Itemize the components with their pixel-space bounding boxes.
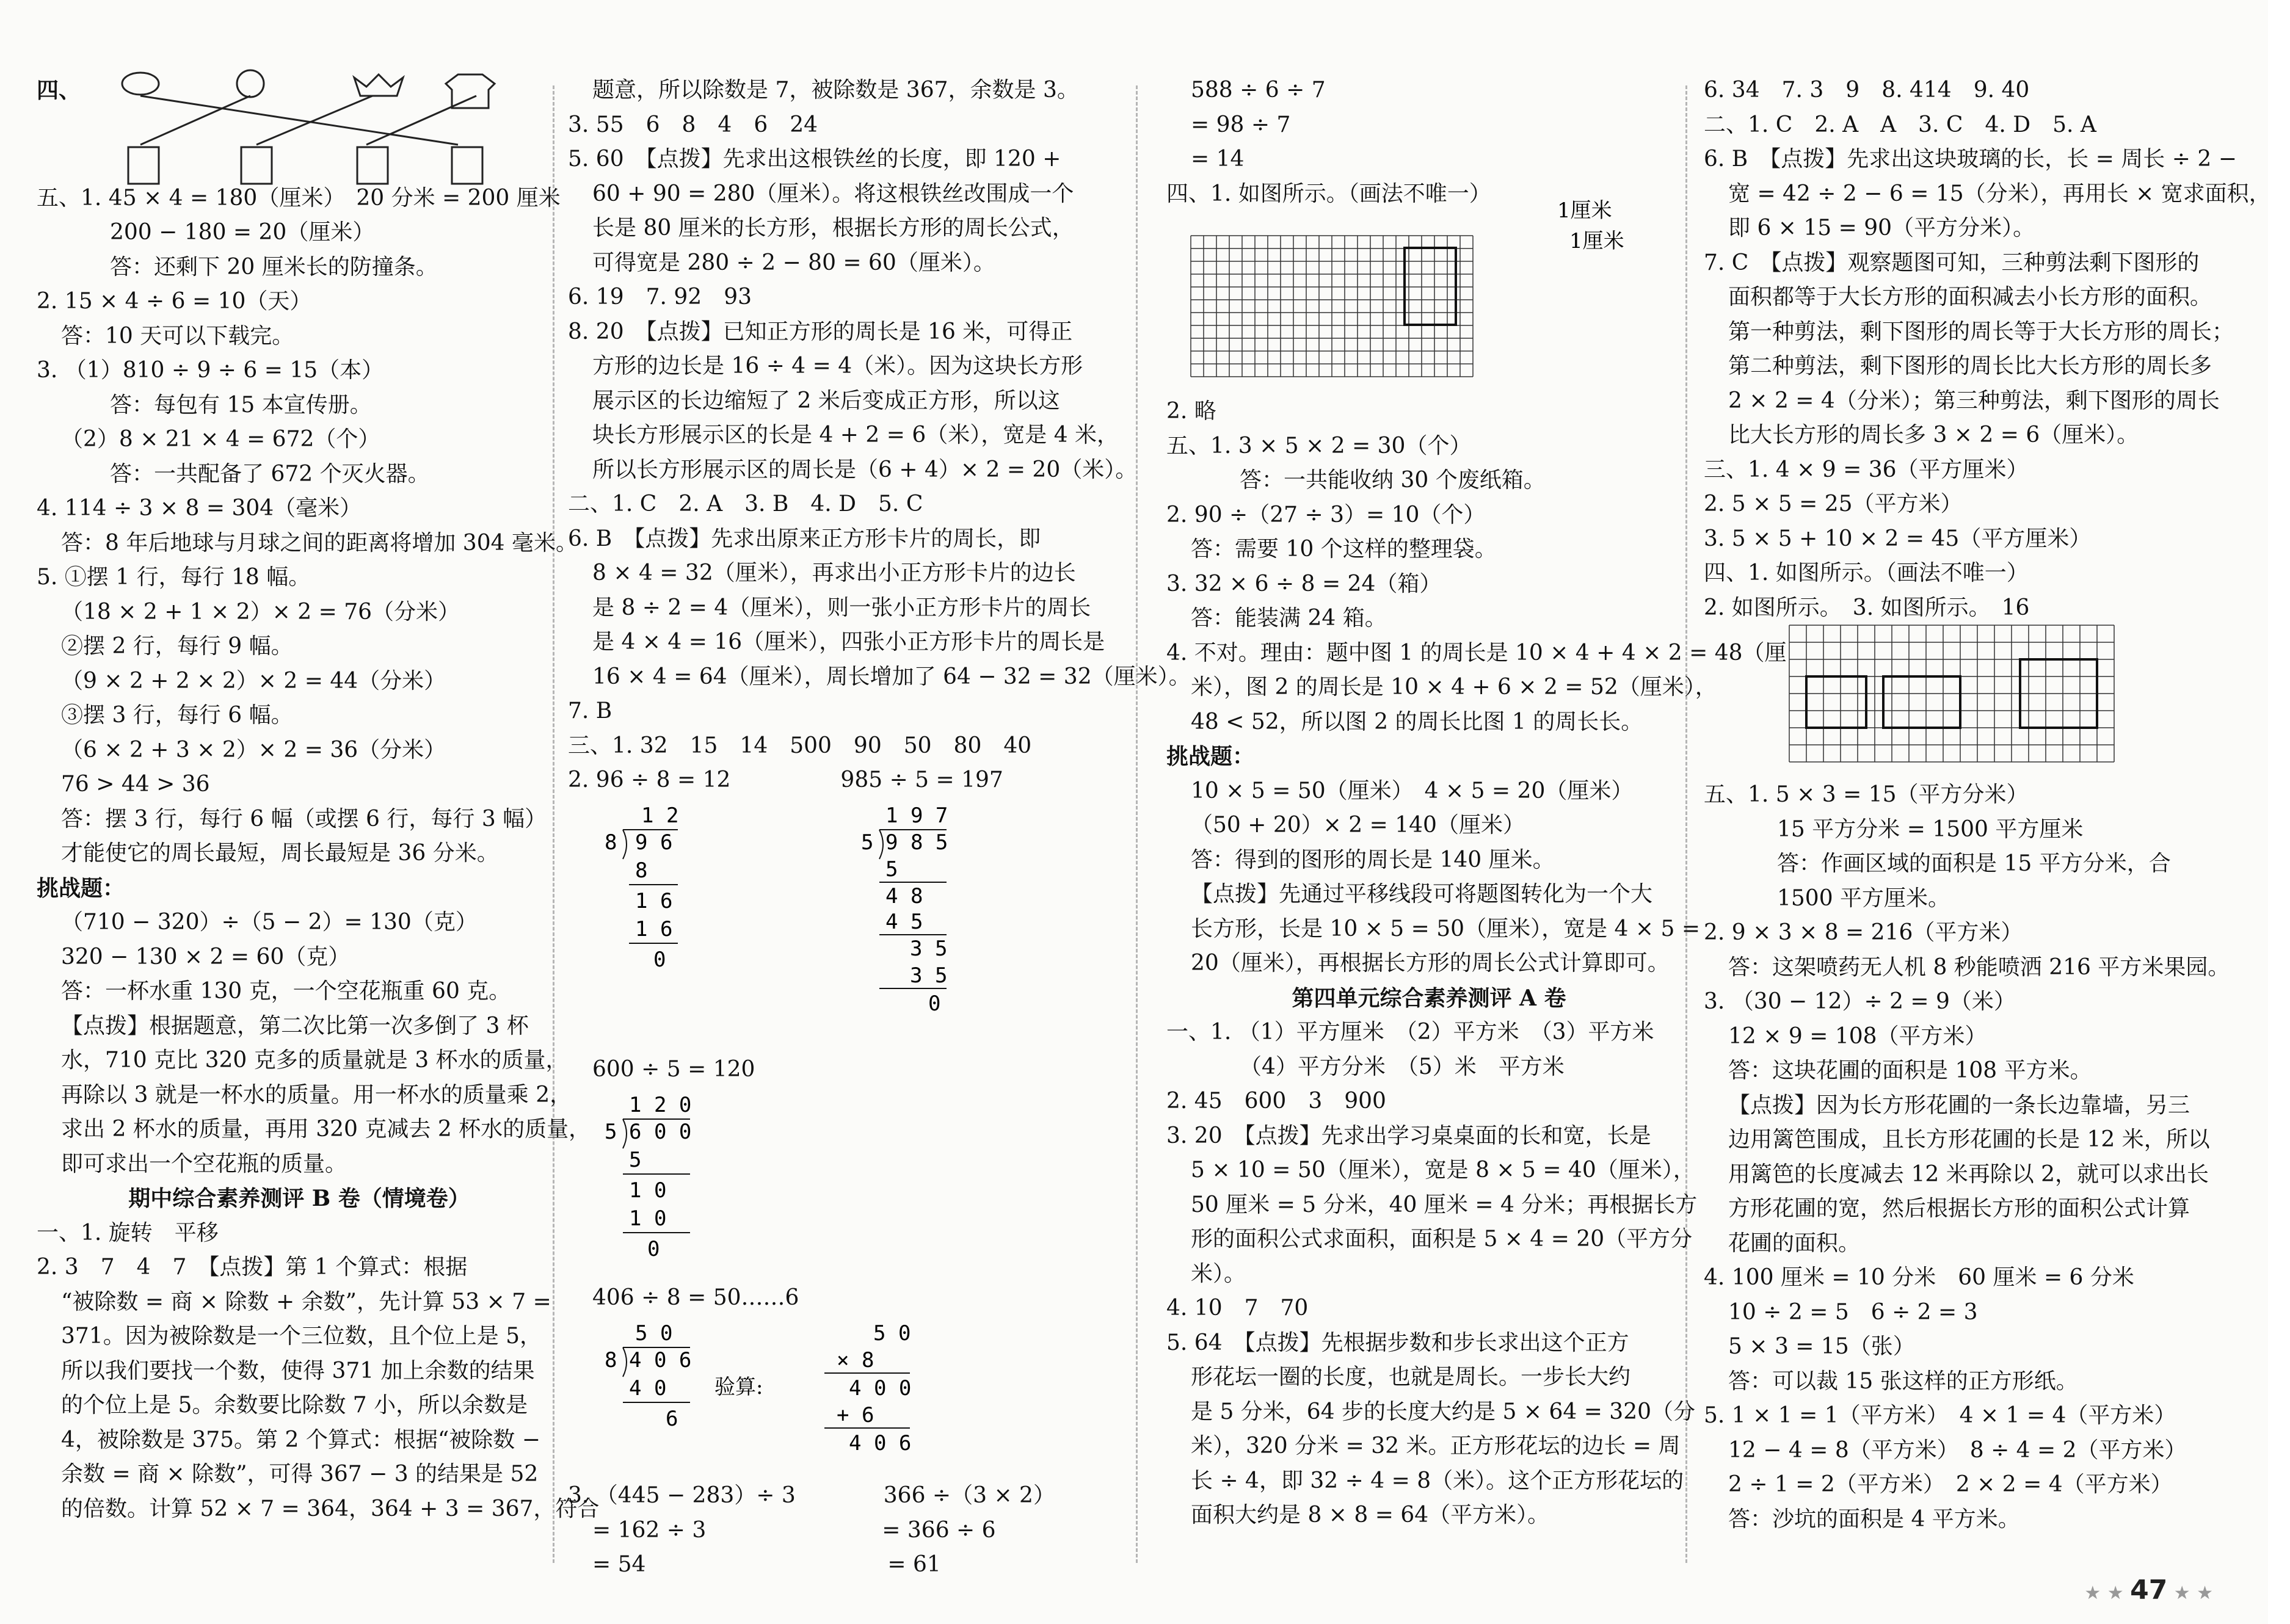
step: 8 xyxy=(635,858,648,883)
answer-line: 5. 60 【点拨】先求出这根铁丝的长度，即 120 + xyxy=(568,147,1061,172)
answer-line: 3. 55 6 8 4 6 24 xyxy=(568,112,818,137)
answer-line: 答：需要 10 个这样的整理袋。 xyxy=(1191,537,1497,562)
answer-line: 面积都等于大长方形的面积减去小长方形的面积。 xyxy=(1728,285,2212,310)
answer-line: 2. 15 × 4 ÷ 6 = 10（天） xyxy=(37,289,312,314)
division-985-by-5 xyxy=(861,803,948,1016)
answer-line: 60 + 90 = 280（厘米）。将这根铁丝改围成一个 xyxy=(592,181,1074,206)
answer-line: 10 × 5 = 50（厘米） 4 × 5 = 20（厘米） xyxy=(1191,778,1634,803)
answer-line: 水，710 克比 320 克多的质量就是 3 杯水的质量， xyxy=(61,1048,568,1073)
check-row: 5 0 xyxy=(873,1321,911,1346)
answer-line: 5. ①摆 1 行，每行 18 幅。 xyxy=(37,565,311,590)
remainder: 0 xyxy=(647,1236,660,1261)
step: 4 8 xyxy=(885,883,923,908)
answer-line: 即 6 × 15 = 90（平方分米）。 xyxy=(1728,216,2035,241)
answer-line: 形的面积公式求面积，面积是 5 × 4 = 20（平方分 xyxy=(1191,1227,1693,1252)
answer-line: “被除数 = 商 × 除数 + 余数”，先计算 53 × 7 = xyxy=(61,1289,551,1314)
answer-line: ②摆 2 行，每行 9 幅。 xyxy=(61,634,293,659)
answer-line: 挑战题： xyxy=(1166,744,1255,769)
divisor: 8 xyxy=(605,1347,617,1372)
answer-line: 【点拨】根据题意，第二次比第一次多倒了 3 杯 xyxy=(61,1013,529,1039)
answer-line: = 162 ÷ 3 = 366 ÷ 6 xyxy=(592,1517,996,1543)
answer-line: 第二种剪法，剩下图形的周长比大长方形的周长多 xyxy=(1728,353,2212,379)
answer-line: 1500 平方厘米。 xyxy=(1777,885,1950,911)
answer-line: 答：一杯水重 130 克，一个空花瓶重 60 克。 xyxy=(61,979,511,1004)
column-3 xyxy=(1166,73,1787,1533)
answer-line: 2. 3 7 4 7 【点拨】第 1 个算式：根据 xyxy=(37,1255,468,1280)
page-number-text: 47 xyxy=(2130,1575,2168,1606)
remainder: 0 xyxy=(928,991,941,1016)
answer-line: 答：能装满 24 箱。 xyxy=(1191,606,1387,631)
answer-line: 米），320 分米 = 32 米。正方形花坛的边长 = 周 xyxy=(1191,1434,1681,1459)
answer-line: 答：还剩下 20 厘米长的防撞条。 xyxy=(110,254,438,280)
answer-line: 二、1. C 2. A 3. B 4. D 5. C xyxy=(568,491,923,517)
answer-line: 5. 64 【点拨】先根据步数和步长求出这个正方 xyxy=(1166,1330,1629,1355)
answer-line: 6. 19 7. 92 93 xyxy=(568,285,752,310)
answer-line: 再除以 3 就是一杯水的质量。用一杯水的质量乘 2， xyxy=(61,1082,572,1107)
answer-line: 是 4 × 4 = 16（厘米），四张小正方形卡片的周长是 xyxy=(592,629,1105,654)
check-row: 4 0 6 xyxy=(849,1430,912,1455)
answer-line: 求出 2 杯水的质量，再用 320 克减去 2 杯水的质量， xyxy=(61,1117,591,1142)
answer-line: 7. C 【点拨】观察题图可知，三种剪法剩下图形的 xyxy=(1704,250,2200,275)
answer-line: 所以我们要找一个数，使得 371 加上余数的结果 xyxy=(61,1358,535,1383)
answer-line: （2）8 × 21 × 4 = 672（个） xyxy=(61,427,380,452)
answer-line: 是 5 分米，64 步的长度大约是 5 × 64 = 320（分 xyxy=(1191,1399,1696,1424)
matching-figure xyxy=(85,96,513,181)
answer-line: 3. 20 【点拨】先求出学习桌桌面的长和宽，长是 xyxy=(1166,1123,1651,1148)
answer-line: 7. B xyxy=(568,698,612,723)
answer-line: 15 平方分米 = 1500 平方厘米 xyxy=(1777,816,2084,842)
answer-line: 四、1. 如图所示。（画法不唯一） xyxy=(1166,181,1491,206)
star-icon: ★ ★ xyxy=(2084,1582,2131,1604)
answer-line: 方形花圃的宽，然后根据长方形的面积公式计算 xyxy=(1728,1196,2190,1221)
answer-line: 长方形，长是 10 × 5 = 50（厘米），宽是 4 × 5 = xyxy=(1191,916,1700,941)
answer-line: 是 8 ÷ 2 = 4（厘米），则一张小正方形卡片的周长 xyxy=(592,595,1091,620)
answer-line: 6. B 【点拨】先求出原来正方形卡片的周长，即 xyxy=(568,526,1041,551)
answer-line: 406 ÷ 8 = 50……6 xyxy=(592,1285,799,1310)
answer-line: 2. 45 600 3 900 xyxy=(1166,1089,1386,1114)
answer-line: 用篱笆的长度减去 12 米再除以 2，就可以求出长 xyxy=(1728,1161,2209,1187)
step: 5 xyxy=(629,1147,642,1172)
answer-line: 3. 32 × 6 ÷ 8 = 24（箱） xyxy=(1166,571,1442,596)
quotient: 1 9 7 xyxy=(885,803,948,828)
grid-figure-2 xyxy=(1704,625,2229,778)
check-label: 验算: xyxy=(714,1374,763,1399)
verification xyxy=(714,1321,911,1455)
step: 1 0 xyxy=(629,1206,667,1231)
answer-line: 余数 = 商 × 除数”，可得 367 − 3 的结果是 52 xyxy=(61,1462,539,1487)
answer-line: 588 ÷ 6 ÷ 7 xyxy=(1191,78,1326,103)
answer-line: 76 > 44 > 36 xyxy=(61,772,210,797)
answer-line: 即可求出一个空花瓶的质量。 xyxy=(61,1151,347,1176)
answer-line: 答：这架喷药无人机 8 秒能喷洒 216 平方米果园。 xyxy=(1728,954,2230,980)
dividend: 6 0 0 xyxy=(629,1119,692,1144)
answer-line: 20（厘米），再根据长方形的周长公式计算即可。 xyxy=(1191,951,1670,976)
quotient: 5 0 xyxy=(635,1321,673,1346)
answer-line: 答：作画区域的面积是 15 平方分米，合 xyxy=(1777,851,2171,876)
answer-line: 一、1. （1）平方厘米 （2）平方米 （3）平方米 xyxy=(1166,1020,1654,1045)
answer-line: 宽 = 42 ÷ 2 − 6 = 15（分米），再用长 × 宽求面积， xyxy=(1728,181,2271,206)
answer-line: 200 − 180 = 20（厘米） xyxy=(110,220,375,245)
step: 4 5 xyxy=(885,909,923,934)
answer-line: 12 − 4 = 8（平方米） 8 ÷ 4 = 2（平方米） xyxy=(1728,1437,2187,1463)
check-row: 4 0 0 xyxy=(849,1376,912,1401)
answer-line: 挑战题： xyxy=(37,875,125,901)
answer-line: 答：沙坑的面积是 4 平方米。 xyxy=(1728,1506,2020,1532)
remainder: 0 xyxy=(653,947,666,972)
answer-line: 第一种剪法，剩下图形的周长等于大长方形的周长； xyxy=(1728,319,2234,344)
answer-line: （4）平方分米 （5）米 平方米 xyxy=(1240,1054,1565,1079)
answer-line: 4. 100 厘米 = 10 分米 60 厘米 = 6 分米 xyxy=(1704,1265,2134,1290)
answer-line: 五、1. 3 × 5 × 2 = 30（个） xyxy=(1166,433,1472,459)
answer-line: 2 × 2 = 4（分米）；第三种剪法，剩下图形的周长 xyxy=(1728,388,2220,413)
answer-line: 10 ÷ 2 = 5 6 ÷ 2 = 3 xyxy=(1728,1299,1978,1325)
answer-line: 600 ÷ 5 = 120 xyxy=(592,1057,755,1082)
answer-line: 答：每包有 15 本宣传册。 xyxy=(110,392,372,418)
dividend: 9 8 5 xyxy=(885,830,948,855)
divisor: 5 xyxy=(605,1119,617,1144)
division-406-by-8-with-check xyxy=(592,1316,1056,1462)
answer-line: 3. 5 × 5 + 10 × 2 = 45（平方厘米） xyxy=(1704,526,2092,551)
answer-line: 2. 略 xyxy=(1166,399,1216,424)
answer-line: 二、1. C 2. A A 3. C 4. D 5. A xyxy=(1704,112,2096,137)
answer-line: 长是 80 厘米的长方形，根据长方形的周长公式， xyxy=(592,216,1074,241)
answer-line: 比大长方形的周长多 3 × 2 = 6（厘米）。 xyxy=(1728,422,2139,448)
answer-line: 四、1. 如图所示。（画法不唯一） xyxy=(1704,560,2029,585)
answer-line: 米）。 xyxy=(1191,1261,1246,1286)
answer-line: 五、1. 45 × 4 = 180（厘米） 20 分米 = 200 厘米 xyxy=(37,185,561,211)
answer-line: 一、1. 旋转 平移 xyxy=(37,1220,219,1245)
step: 4 0 xyxy=(629,1376,667,1401)
answer-line: 答：可以裁 15 张这样的正方形纸。 xyxy=(1728,1368,2078,1394)
answer-line: 【点拨】先通过平移线段可将题图转化为一个大 xyxy=(1191,882,1653,907)
divisor: 8 xyxy=(605,830,617,855)
section-four xyxy=(37,73,562,181)
answer-line: 6. B 【点拨】先求出这块玻璃的长，长 = 周长 ÷ 2 − xyxy=(1704,147,2237,172)
answer-line: 2. 5 × 5 = 25（平方米） xyxy=(1704,491,1963,517)
answer-line: 方形的边长是 16 ÷ 4 = 4（米）。因为这块长方形 xyxy=(592,353,1083,379)
answer-line: 的个位上是 5。余数要比除数 7 小，所以余数是 xyxy=(61,1393,528,1418)
answer-line: 8. 20 【点拨】已知正方形的周长是 16 米，可得正 xyxy=(568,319,1073,344)
step: 1 6 xyxy=(635,916,673,941)
answer-line: 4，被除数是 375。第 2 个算式：根据“被除数 − xyxy=(61,1427,540,1452)
answer-line: 才能使它的周长最短，周长最短是 36 分米。 xyxy=(61,841,499,866)
answer-line: 五、1. 5 × 3 = 15（平方分米） xyxy=(1704,782,2029,807)
check-row: + 6 xyxy=(837,1402,874,1427)
page-number xyxy=(2084,1575,2213,1606)
step: 3 5 xyxy=(910,963,948,988)
answer-line: 答：一共能收纳 30 个废纸箱。 xyxy=(1240,468,1546,493)
answer-line: 答：一共配备了 672 个灭火器。 xyxy=(110,461,430,487)
quotient: 1 2 xyxy=(641,803,679,828)
division-96-by-8 xyxy=(605,803,678,972)
grid-figure-1 xyxy=(1166,198,1692,394)
answer-line: 320 − 130 × 2 = 60（克） xyxy=(61,944,351,970)
answer-line: 2. 如图所示。 3. 如图所示。 16 xyxy=(1704,595,2030,620)
answer-line: 边用篱笆围成，且长方形花圃的长是 12 米，所以 xyxy=(1728,1127,2210,1152)
answer-line: 4. 10 7 70 xyxy=(1166,1296,1309,1321)
answer-line: 2. 9 × 3 × 8 = 216（平方米） xyxy=(1704,920,2023,945)
answer-line: = 54 = 61 xyxy=(592,1552,941,1577)
answer-line: 4. 114 ÷ 3 × 8 = 304（毫米） xyxy=(37,496,362,521)
answer-line: 8 × 4 = 32（厘米），再求出小正方形卡片的边长 xyxy=(592,560,1076,585)
grid-label-a: 1厘米 xyxy=(1557,198,1612,223)
answer-line: 块长方形展示区的长是 4 + 2 = 6（米），宽是 4 米， xyxy=(592,422,1119,448)
answer-line: 2. 96 ÷ 8 = 12 985 ÷ 5 = 197 xyxy=(568,767,1003,792)
answer-line: 48 < 52，所以图 2 的周长比图 1 的周长长。 xyxy=(1191,709,1643,734)
grid-label-b: 1厘米 xyxy=(1569,229,1624,253)
answer-line: ③摆 3 行，每行 6 幅。 xyxy=(61,703,293,728)
answer-line: 的倍数。计算 52 × 7 = 364，364 + 3 = 367，符合 xyxy=(61,1496,600,1521)
answer-line: = 14 xyxy=(1191,147,1245,172)
answer-line: 第四单元综合素养测评 A 卷 xyxy=(1292,985,1566,1011)
answer-line: = 98 ÷ 7 xyxy=(1191,112,1291,137)
answer-line: 371。因为被除数是一个三位数，且个位上是 5， xyxy=(61,1324,542,1349)
step: 5 xyxy=(885,857,898,882)
answer-line: 16 × 4 = 64（厘米），周长增加了 64 − 32 = 32（厘米）。 xyxy=(592,664,1191,689)
answer-line: （18 × 2 + 1 × 2）× 2 = 76（分米） xyxy=(61,599,460,625)
answer-line: 50 厘米 = 5 分米，40 厘米 = 4 分米；再根据长方 xyxy=(1191,1192,1698,1217)
answer-line: 3. （445 − 283）÷ 3 366 ÷（3 × 2） xyxy=(568,1483,1055,1508)
answer-line: 12 × 9 = 108（平方米） xyxy=(1728,1023,1987,1049)
answer-line: 3. （30 − 12）÷ 2 = 9（米） xyxy=(1704,989,2016,1014)
answer-line: 期中综合素养测评 B 卷（情境卷） xyxy=(128,1186,470,1211)
answer-line: 答：得到的图形的周长是 140 厘米。 xyxy=(1191,847,1555,872)
answer-line: 可得宽是 280 ÷ 2 − 80 = 60（厘米）。 xyxy=(592,250,995,275)
answer-line: 四、 xyxy=(37,78,81,103)
answer-line: 答：摆 3 行，每行 6 幅（或摆 6 行，每行 3 幅） xyxy=(61,806,547,832)
step: 1 6 xyxy=(635,888,673,913)
answer-line: 5 × 3 = 15（张） xyxy=(1728,1334,1915,1359)
answer-line: 面积大约是 8 × 8 = 64（平方米）。 xyxy=(1191,1503,1550,1528)
step: 1 0 xyxy=(629,1178,667,1203)
answer-line: （9 × 2 + 2 × 2）× 2 = 44（分米） xyxy=(61,668,446,694)
column-4 xyxy=(1704,73,2271,1537)
answer-line: 三、1. 4 × 9 = 36（平方厘米） xyxy=(1704,457,2029,482)
answer-line: （6 × 2 + 3 × 2）× 2 = 36（分米） xyxy=(61,737,446,763)
answer-line: 2 ÷ 1 = 2（平方米） 2 × 2 = 4（平方米） xyxy=(1728,1472,2173,1497)
answer-line: 三、1. 32 15 14 500 90 50 80 40 xyxy=(568,733,1032,758)
answer-line: 答：8 年后地球与月球之间的距离将增加 304 毫米。 xyxy=(61,530,578,556)
answer-line: （710 − 320）÷（5 − 2）= 130（克） xyxy=(61,910,478,935)
answer-line: 答：这块花圃的面积是 108 平方米。 xyxy=(1728,1058,2092,1083)
answer-line: 米），图 2 的周长是 10 × 4 + 6 × 2 = 52（厘米）， xyxy=(1191,675,1717,700)
answer-line: （50 + 20）× 2 = 140（厘米） xyxy=(1191,813,1525,838)
division-600-by-5 xyxy=(592,1087,837,1264)
answer-line: 答：10 天可以下载完。 xyxy=(61,323,294,349)
answer-line: 展示区的长边缩短了 2 米后变成正方形，所以这 xyxy=(592,388,1060,413)
answer-line: 花圃的面积。 xyxy=(1728,1230,1861,1256)
answer-line: 4. 不对。理由：题中图 1 的周长是 10 × 4 + 4 × 2 = 48（厘 xyxy=(1166,640,1787,665)
dividend: 4 0 6 xyxy=(629,1347,692,1372)
quotient: 1 2 0 xyxy=(629,1092,692,1117)
answer-line: 【点拨】因为长方形花圃的一条长边靠墙，另三 xyxy=(1728,1092,2190,1118)
answer-line: 所以长方形展示区的周长是（6 + 4）× 2 = 20（米）。 xyxy=(592,457,1138,482)
divisor: 5 xyxy=(861,830,874,855)
answer-line: 形花坛一圈的长度，也就是周长。一步长大约 xyxy=(1191,1365,1631,1390)
step: 3 5 xyxy=(910,936,948,961)
answer-line: 5 × 10 = 50（厘米），宽是 8 × 5 = 40（厘米）， xyxy=(1191,1158,1695,1183)
answer-line: 3. （1）810 ÷ 9 ÷ 6 = 15（本） xyxy=(37,358,384,383)
long-division-pair-1 xyxy=(592,798,1056,1030)
answer-line: 2. 90 ÷（27 ÷ 3）= 10（个） xyxy=(1166,502,1486,527)
check-row: × 8 xyxy=(837,1347,874,1372)
answer-line: 长 ÷ 4，即 32 ÷ 4 = 8（米）。这个正方形花坛的 xyxy=(1191,1468,1684,1493)
star-icon: ★ ★ xyxy=(2167,1582,2213,1604)
remainder: 6 xyxy=(666,1406,678,1431)
column-divider xyxy=(1136,85,1138,1563)
answer-line: 6. 34 7. 3 9 8. 414 9. 40 xyxy=(1704,78,2030,103)
answer-line: 题意，所以除数是 7，被除数是 367，余数是 3。 xyxy=(592,78,1079,103)
answer-line: 5. 1 × 1 = 1（平方米） 4 × 1 = 4（平方米） xyxy=(1704,1403,2176,1428)
dividend: 9 6 xyxy=(635,830,673,855)
